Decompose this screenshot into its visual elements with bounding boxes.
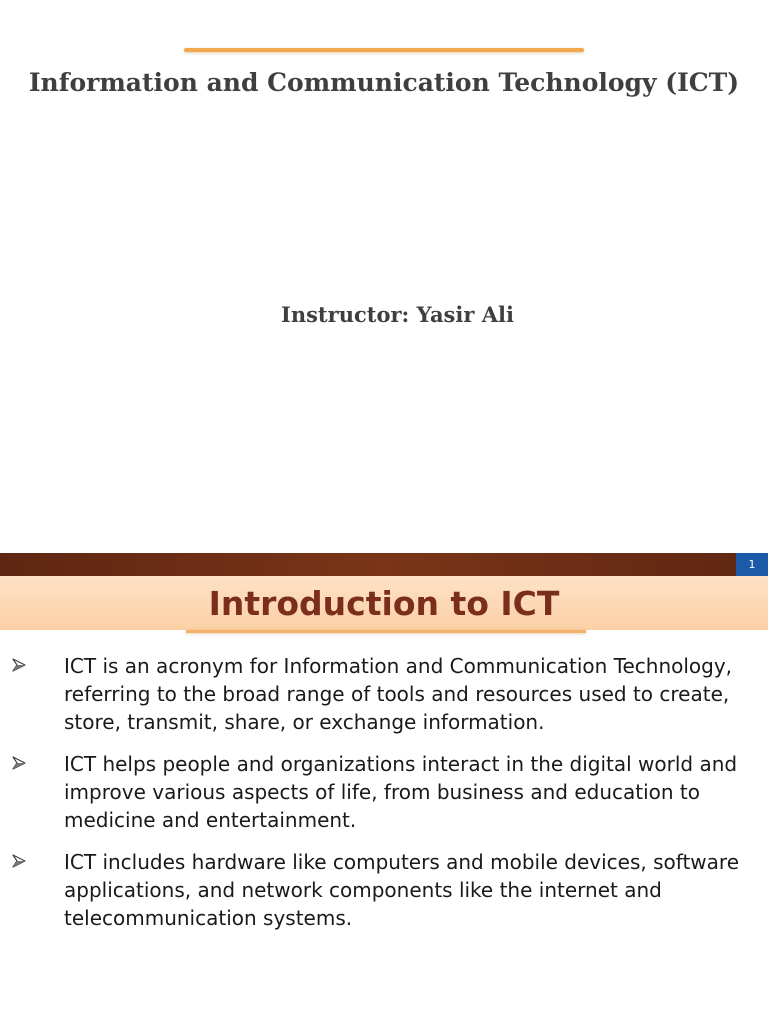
bullet-text: ICT is an acronym for Information and Communication Technology, referring to the broad range of tools and resources used to create, store, transmit, share, or exchange information.: [64, 654, 733, 734]
header-accent-line: [186, 630, 586, 633]
slide-title: Introduction to ICT: [208, 584, 560, 623]
arrowhead-bullet-icon: [12, 756, 26, 770]
page-number-badge: 1: [736, 553, 768, 576]
bullet-text: ICT includes hardware like computers and mobile devices, software applications, and network components like the internet and telecommunication systems.: [64, 850, 739, 930]
list-item: [0, 750, 768, 834]
bullet-list: [0, 652, 768, 946]
intro-slide: [0, 576, 768, 1024]
course-title: Information and Communication Technology (ICT): [28, 68, 740, 97]
title-accent-line: [184, 48, 584, 52]
slide-footer-band: [0, 553, 768, 576]
list-item: [0, 848, 768, 932]
arrowhead-bullet-icon: [12, 854, 26, 868]
bullet-text: ICT helps people and organizations interact in the digital world and improve various aspects of life, from business and education to medicine and entertainment.: [64, 752, 738, 832]
arrowhead-bullet-icon: [12, 658, 26, 672]
list-item: [0, 652, 768, 736]
instructor-name: Instructor: Yasir Ali: [281, 302, 514, 327]
